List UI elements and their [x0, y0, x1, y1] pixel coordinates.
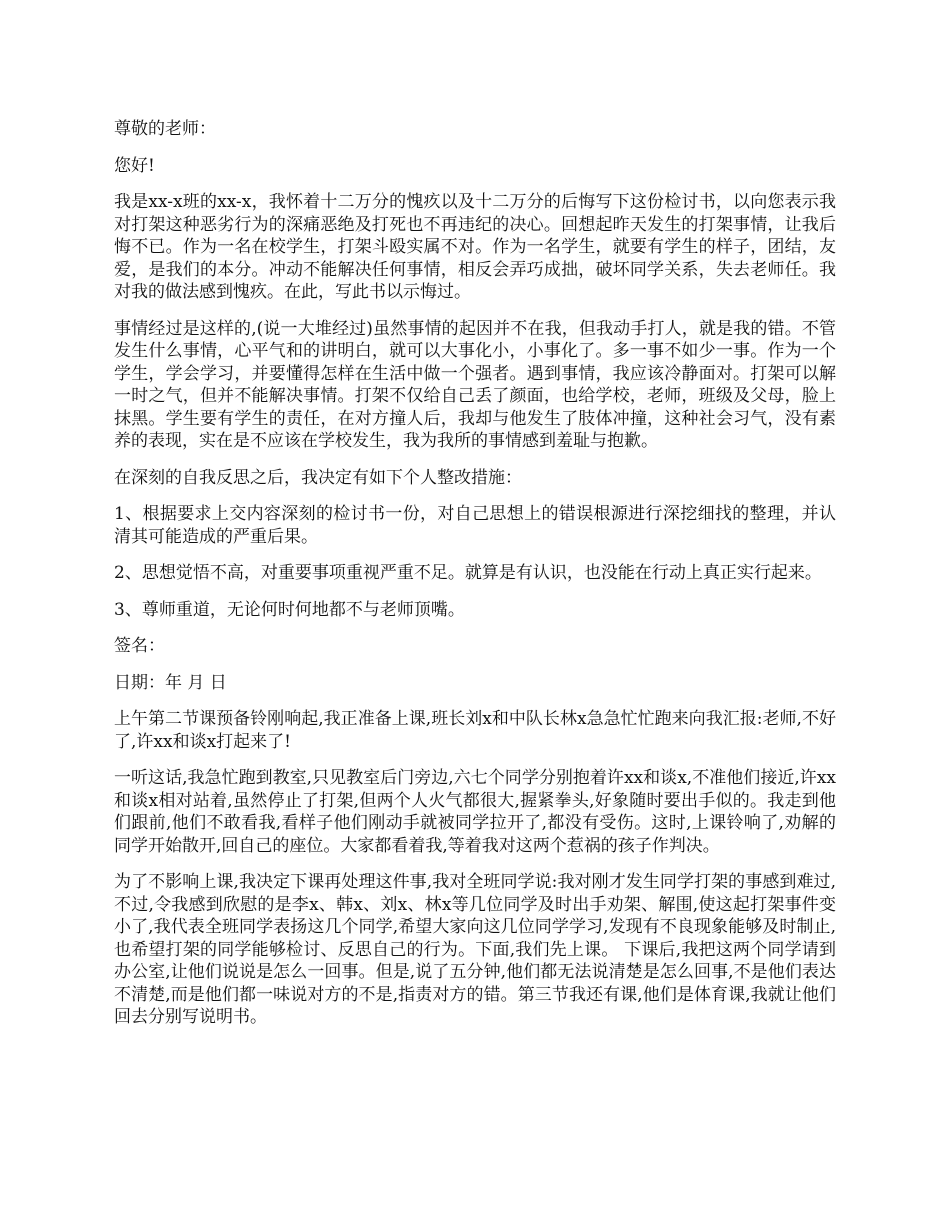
- paragraph-measures-intro: 在深刻的自我反思之后，我决定有如下个人整改措施：: [114, 467, 522, 488]
- story-paragraph-3: 为了不影响上课,我决定下课再处理这件事,我对全班同学说:我对刚才发生同学打架的事感到难过,不过,令我感到欣慰的是李x、韩x、刘x、林x等几位同学及时出手劝架、解围,使这起打架事件变小了,我代表全班同学表扬这几个同学,希望大家向这几位同学学习,发现有不良现象能够及时制止,也希望打架的同学能够检讨、反思自己的行为。下面,我们先上课。 下课后,我把这两个同学请到办公室,让他们说说是怎么一回事。但是,说了五分钟,他们都无法说清楚是怎么回事,不是他们表达不清楚,而是他们都一味说对方的不是,指责对方的错。第三节我还有课,他们是体育课,我就让他们回去分别写说明书。: [114, 872, 836, 1027]
- story-paragraph-2: 一听这话,我急忙跑到教室,只见教室后门旁边,六七个同学分别抱着许xx和谈x,不准他们接近,许xx和谈x相对站着,虽然停止了打架,但两个人火气都很大,握紧拳头,好象随时要出手似的。我走到他们跟前,他们不敢看我,看样子他们刚动手就被同学拉开了,都没有受伤。这时,上课铃响了,劝解的同学开始散开,回自己的座位。大家都看着我,等着我对这两个惹祸的孩子作判决。: [114, 768, 836, 856]
- measure-item-2: 2、思想觉悟不高，对重要事项重视严重不足。就算是有认识，也没能在行动上真正实行起来。: [114, 563, 822, 583]
- date-line: 日期：年 月 日: [114, 672, 227, 693]
- paragraph-intro: 我是xx-x班的xx-x，我怀着十二万分的愧疚以及十二万分的后悔写下这份检讨书，以向您表示我对打架这种恶劣行为的深痛恶绝及打死也不再违纪的决心。回想起昨天发生的打架事情，让我后悔不已。作为一名在校学生，打架斗殴实属不对。作为一名学生，就要有学生的样子，团结，友爱，是我们的本分。冲动不能解决任何事情，相反会弄巧成拙，破坏同学关系，失去老师任。我对我的做法感到愧疚。在此，写此书以示悔过。: [114, 192, 836, 302]
- salutation: 尊敬的老师：: [114, 119, 216, 139]
- document-page: [114, 118, 836, 1043]
- signature-line: 签名：: [114, 636, 165, 656]
- greeting: 您好!: [114, 155, 155, 176]
- measure-item-3: 3、尊师重道，无论何时何地都不与老师顶嘴。: [114, 599, 465, 620]
- measure-item-1: 1、根据要求上交内容深刻的检讨书一份，对自己思想上的错误根源进行深挖细找的整理，并认清其可能造成的严重后果。: [114, 504, 836, 547]
- paragraph-incident: 事情经过是这样的,(说一大堆经过)虽然事情的起因并不在我，但我动手打人，就是我的错。不管发生什么事情，心平气和的讲明白，就可以大事化小，小事化了。多一事不如少一事。作为一个学生，学会学习，并要懂得怎样在生活中做一个强者。遇到事情，我应该冷静面对。打架可以解一时之气，但并不能解决事情。打架不仅给自己丢了颜面，也给学校，老师，班级及父母，脸上抹黑。学生要有学生的责任，在对方撞人后，我却与他发生了肢体冲撞，这种社会习气，没有素养的表现，实在是不应该在学校发生，我为我所的事情感到羞耻与抱歉。: [114, 318, 836, 451]
- story-paragraph-1: 上午第二节课预备铃刚响起,我正准备上课,班长刘x和中队长林x急急忙忙跑来向我汇报:老师,不好了,许xx和谈x打起来了!: [114, 709, 836, 752]
